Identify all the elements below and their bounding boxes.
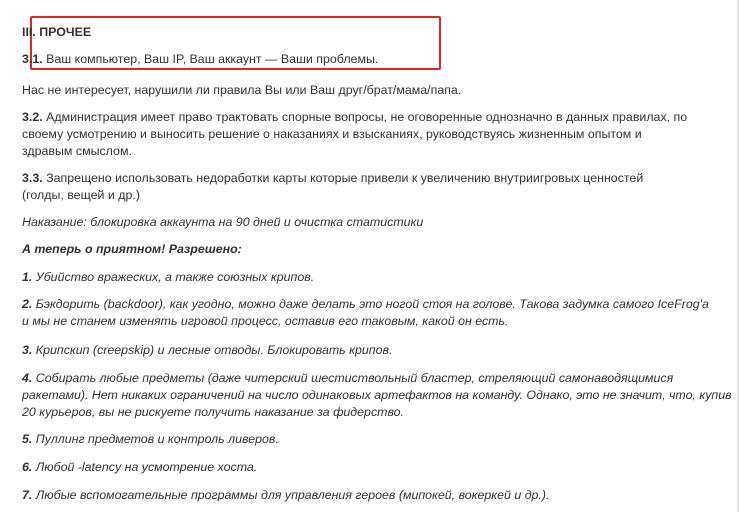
allowed-item-1-number: 1. (22, 270, 33, 284)
rule-3-3-text-1: Запрещено использовать недоработки карты которые привели к увеличению внутриигровых ценностей (42, 171, 644, 185)
rule-3-1-number: 3.1. (22, 52, 43, 66)
allowed-item-4-text-1: Собирать любые предметы (даже читерский шестиствольный бластер, стреляющий самонаводящимися (32, 371, 674, 385)
allowed-item-5-number: 5. (22, 432, 33, 446)
rule-3-3-line-1 (22, 170, 643, 187)
allowed-item-7 (22, 487, 549, 504)
allowed-heading: А теперь о приятном! Разрешено: (22, 242, 242, 256)
allowed-item-5 (22, 431, 279, 448)
punishment-note: Наказание: блокировка аккаунта на 90 дней и очистка статистики (22, 215, 424, 229)
allowed-item-1 (22, 269, 314, 286)
allowed-item-3-text: Крипскип (creepskip) и лесные отводы. Блокировать крипов. (32, 343, 393, 357)
rule-3-2-number: 3.2. (22, 110, 43, 124)
allowed-item-7-text: Любые вспомогательные программы для управления героев (мипокей, вокеркей и др.). (32, 488, 550, 502)
rule-3-3-number: 3.3. (22, 171, 43, 185)
allowed-item-4-line-3: 20 курьеров, вы не рискуете получить наказание за фидерство. (22, 405, 404, 419)
rule-3-2-text-1: Администрация имеет право трактовать спорные вопросы, не оговоренные однозначно в данных правилах, по (42, 110, 688, 124)
allowed-item-3 (22, 342, 392, 359)
allowed-item-2-number: 2. (22, 297, 33, 311)
allowed-item-2-line-2: и мы не станем изменять игровой процесс, оставив его таковым, какой он есть. (22, 314, 509, 328)
paragraph-not-interested: Нас не интересует, нарушили ли правила Вы или Ваш друг/брат/мама/папа. (22, 83, 462, 97)
rule-3-3-line-2: (голды, вещей и др.) (22, 188, 140, 202)
allowed-item-4-line-2: ракетами). Нет никаких ограничений на число одинаковых артефактов на команду. Однако, это не значит, что, купив (22, 388, 732, 402)
allowed-item-7-number: 7. (22, 488, 33, 502)
rule-3-1 (22, 51, 378, 68)
allowed-item-4-number: 4. (22, 371, 33, 385)
allowed-item-2-text-1: Бэкдорить (backdoor), как угодно, можно даже делать это ногой стоя на голове. Такова задумка самого IceFrog'a (32, 297, 709, 311)
allowed-item-6-text: Любой -latency на усмотрение хоста. (32, 460, 258, 474)
rule-3-2-line-1 (22, 109, 687, 126)
rule-3-2-line-2: своему усмотрению и выносить решение о наказаниях и взысканиях, руководствуясь жизненным опытом и (22, 127, 642, 141)
allowed-item-2-line-1 (22, 296, 709, 313)
section-title: III. ПРОЧЕЕ (22, 25, 92, 39)
allowed-item-6 (22, 459, 257, 476)
allowed-item-3-number: 3. (22, 343, 33, 357)
rule-3-1-text: Ваш компьютер, Ваш IP, Ваш аккаунт — Ваши проблемы. (42, 52, 379, 66)
allowed-item-5-text: Пуллинг предметов и контроль ливеров. (32, 432, 279, 446)
allowed-item-6-number: 6. (22, 460, 33, 474)
allowed-item-1-text: Убийство вражеских, а также союзных крипов. (32, 270, 315, 284)
rule-3-2-line-3: здравым смыслом. (22, 144, 132, 158)
allowed-item-4-line-1 (22, 370, 673, 387)
